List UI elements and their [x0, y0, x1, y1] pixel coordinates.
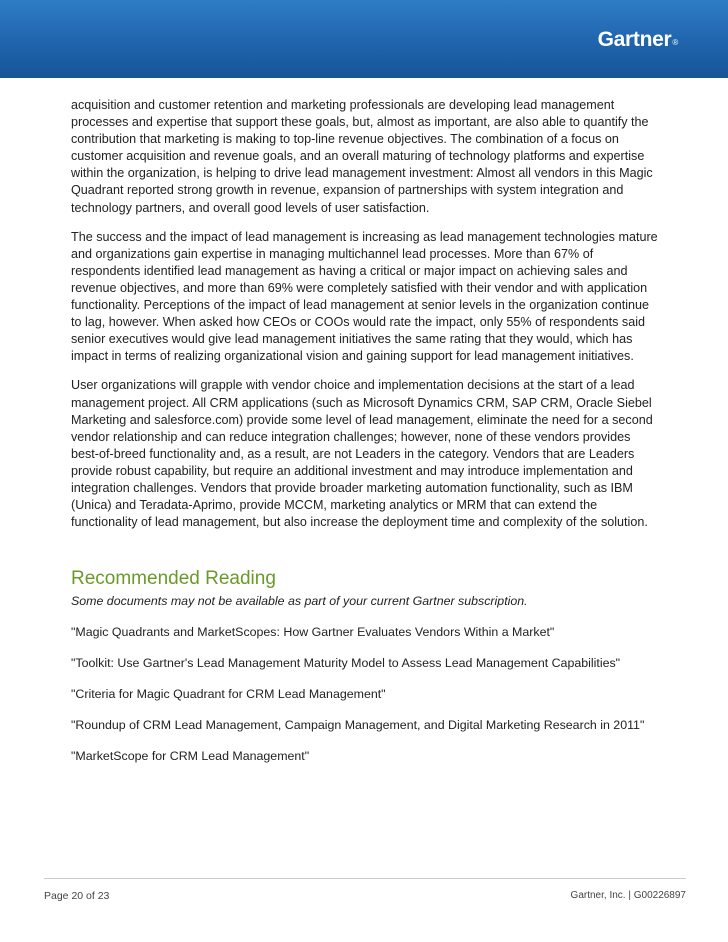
reference-item: "Criteria for Magic Quadrant for CRM Lead Management": [71, 687, 386, 702]
reference-item: "MarketScope for CRM Lead Management": [71, 749, 310, 764]
gartner-logo: [598, 28, 678, 56]
body-paragraph: User organizations will grapple with vendor choice and implementation decisions at the start of a lead management project. All CRM applications (such as Microsoft Dynamics CRM, SAP CRM, Oracle Siebel Marketing and salesforce.com) provide some level of lead management, eliminate the need for a second vendor relationship and can reduce integration challenges; however, none of these vendors provides best-of-breed functionality and, as a result, are not Leaders in the category. Vendors that are Leaders provide robust capability, but require an additional investment and may introduce implementation and integration challenges. Vendors that provide broader marketing automation functionality, such as IBM (Unica) and Teradata-Aprimo, provide MCCM, marketing analytics or MRM that can extend the functionality of lead management, but also increase the deployment time and complexity of the solution.: [71, 378, 653, 530]
document-id: Gartner, Inc. | G00226897: [570, 890, 686, 901]
reference-item: "Magic Quadrants and MarketScopes: How Gartner Evaluates Vendors Within a Market": [71, 625, 555, 640]
brand-mark: ®: [672, 38, 678, 47]
body-paragraph: The success and the impact of lead management is increasing as lead management technologies mature and organizations gain expertise in managing multichannel lead processes. More than 67% of respondents identified lead management as having a critical or major impact on achieving sales and revenue objectives, and more than 69% were completely satisfied with their vendor and with application functionality. Perceptions of the impact of lead management at senior levels in the organization continue to lag, however. When asked how CEOs or COOs would rate the impact, only 55% of respondents said senior executives would give lead management initiatives the same rating that they would, which has impact in terms of realizing organizational vision and gaining support for lead management initiatives.: [71, 229, 658, 364]
subscription-note: Some documents may not be available as part of your current Gartner subscription.: [71, 594, 528, 609]
reference-item: "Roundup of CRM Lead Management, Campaign Management, and Digital Marketing Research in 2011": [71, 718, 645, 733]
section-title-recommended-reading: Recommended Reading: [71, 568, 276, 590]
body-paragraph: acquisition and customer retention and marketing professionals are developing lead management processes and expertise that support these goals, but, almost as important, are also able to quantify the contribution that marketing is making to top-line revenue objectives. The combination of a focus on customer acquisition and revenue goals, and an overall maturing of technology platforms and expertise within the organization, is helping to drive lead management investment: Almost all vendors in this Magic Quadrant reported strong growth in revenue, expansion of partnerships with system integration and technology partners, and overall good levels of user satisfaction.: [71, 98, 653, 215]
reference-item: "Toolkit: Use Gartner's Lead Management Maturity Model to Assess Lead Management Capabilities": [71, 656, 621, 671]
main-content: [71, 97, 661, 779]
header-band: [0, 0, 728, 78]
page-number: Page 20 of 23: [44, 890, 110, 902]
footer-divider: [44, 878, 686, 879]
brand-name: Gartner: [597, 28, 672, 51]
